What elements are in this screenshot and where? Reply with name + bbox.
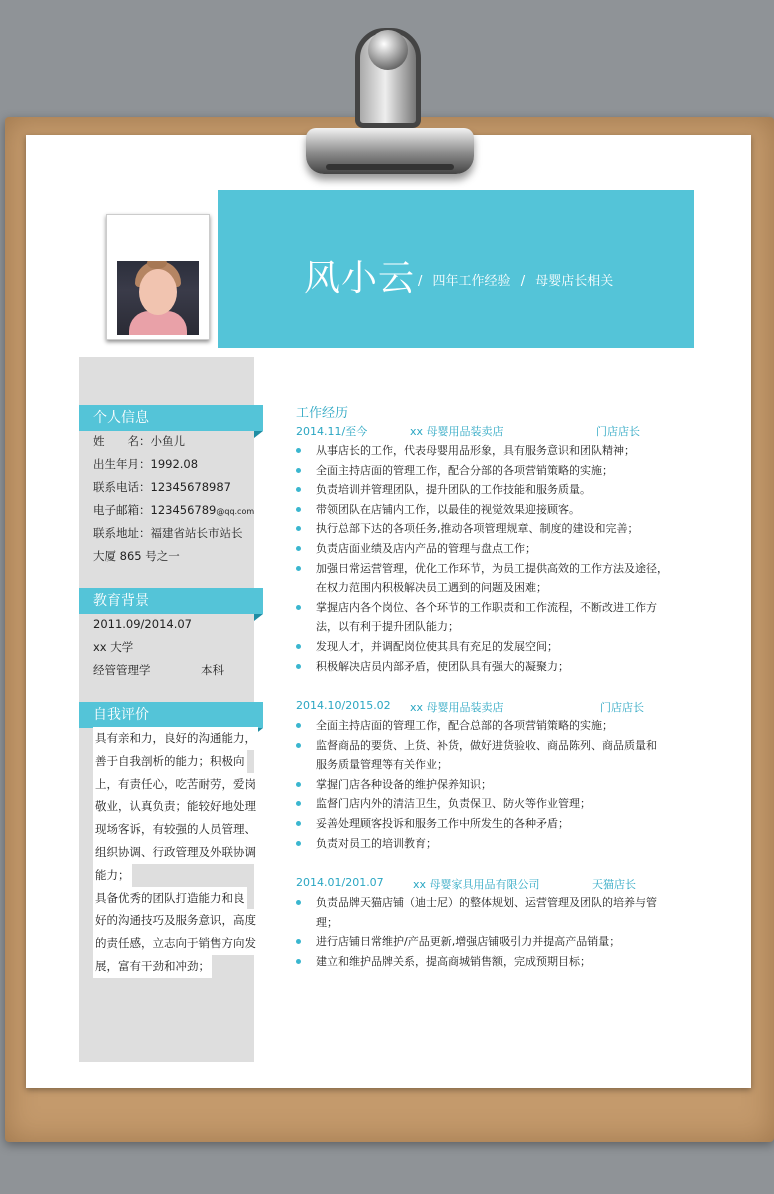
job-bullet-text: 监督商品的要货、上货、补货，做好进货验收、商品陈列、商品质量和 — [316, 738, 657, 752]
info-email-main: 电子邮箱：123456789 — [93, 503, 217, 517]
job-bullet-text: 掌握门店各种设备的维护保养知识； — [316, 777, 492, 791]
job-role: 门店店长 — [596, 425, 640, 438]
job-bullet-continuation — [296, 578, 547, 598]
edu-degree: 本科 — [201, 663, 224, 677]
job-bullet-continuation — [296, 913, 338, 933]
job-bullet — [296, 539, 536, 559]
job-bullet — [296, 598, 657, 618]
self-eval-line: 展，富有干劲和冲劲； — [93, 955, 212, 978]
bullet-dot-icon — [296, 468, 301, 473]
info-address-2: 大厦 865 号之一 — [93, 549, 180, 563]
experience-text: 四年工作经验 — [432, 274, 511, 289]
job-bullet — [296, 893, 657, 913]
education-heading: 教育背景 — [79, 588, 263, 614]
separator-2: / — [520, 274, 526, 289]
job-role: 天猫店长 — [592, 878, 636, 891]
job-bullet-text: 从事店长的工作，代表母婴用品形象，具有服务意识和团队精神； — [316, 444, 635, 457]
job-bullet — [296, 736, 657, 756]
position-text: 母婴店长相关 — [535, 274, 614, 289]
self-eval-heading: 自我评价 — [79, 702, 263, 728]
info-birth: 出生年月：1992.08 — [93, 457, 199, 471]
job-header — [296, 423, 640, 439]
job-period: 2014.11/至今 — [296, 425, 368, 438]
bullet-dot-icon — [296, 546, 301, 551]
bullet-dot-icon — [296, 605, 301, 610]
job-period: 2014.10/2015.02 — [296, 699, 391, 712]
job-bullet — [296, 637, 558, 657]
job-bullet — [296, 461, 613, 481]
job-bullet-text: 建立和维护品牌关系，提高商城销售额，完成预期目标； — [316, 954, 591, 968]
self-eval-line: 敬业，认真负责；能较好地处理 — [93, 795, 258, 818]
job-bullet-text: 法，以有利于提升团队能力； — [316, 620, 459, 634]
job-bullet-text: 在权力范围内积极解决员工遇到的问题及困难； — [316, 581, 547, 595]
job-bullet-text: 积极解决店员内部矛盾，使团队具有强大的凝聚力； — [316, 659, 569, 673]
binder-clip-base — [306, 128, 474, 174]
job-company: xx 母婴家具用品有限公司 — [413, 878, 540, 891]
resume-name: 风小云 — [304, 258, 416, 299]
job-company: xx 母婴用品装卖店 — [410, 425, 504, 438]
job-bullet — [296, 952, 591, 972]
info-name: 姓 名：小鱼儿 — [93, 434, 185, 448]
job-bullet — [296, 559, 668, 579]
job-bullet-text: 服务质量管理等有关作业； — [316, 758, 448, 772]
job-bullet-text: 执行总部下达的各项任务,推动各项管理规章、制度的建设和完善； — [316, 522, 639, 536]
job-bullet — [296, 441, 635, 461]
self-eval-line: 能力； — [93, 864, 132, 887]
job-bullet — [296, 500, 580, 520]
bullet-dot-icon — [296, 664, 301, 669]
bullet-dot-icon — [296, 644, 301, 649]
bullet-dot-icon — [296, 841, 301, 846]
self-eval-line: 组织协调、行政管理及外联协调 — [93, 841, 258, 864]
edu-period: 2011.09/2014.07 — [93, 617, 192, 631]
job-bullet — [296, 657, 569, 677]
job-bullet-text: 负责品牌天猫店铺（迪士尼）的整体规划、运营管理及团队的培养与管 — [316, 896, 657, 909]
separator-1: / — [418, 274, 423, 289]
job-bullet — [296, 834, 437, 854]
job-bullet-text: 负责培训并管理团队，提升团队的工作技能和服务质量。 — [316, 483, 591, 497]
profile-photo — [117, 261, 199, 335]
job-bullet — [296, 775, 492, 795]
personal-info-heading: 个人信息 — [79, 405, 263, 431]
job-period: 2014.01/201.07 — [296, 876, 384, 889]
edu-major: 经管管理学 — [93, 663, 151, 677]
self-eval-line: 上，有责任心，吃苦耐劳，爱岗 — [93, 773, 258, 796]
info-email-suffix: @qq.com — [216, 507, 255, 516]
job-bullet-continuation — [296, 755, 448, 775]
photo-frame — [106, 214, 210, 340]
info-email — [93, 499, 254, 523]
bullet-dot-icon — [296, 782, 301, 787]
job-bullet — [296, 716, 613, 736]
job-role: 门店店长 — [600, 701, 644, 714]
job-header — [296, 876, 636, 891]
job-header — [296, 699, 644, 714]
header-subtitle — [418, 270, 619, 289]
bullet-dot-icon — [296, 821, 301, 826]
job-bullet-continuation — [296, 617, 459, 637]
self-eval-line: 具备优秀的团队打造能力和良 — [93, 887, 247, 910]
job-bullet-text: 进行店铺日常维护/产品更新,增强店铺吸引力并提高产品销量； — [316, 935, 621, 949]
job-bullet — [296, 814, 569, 834]
info-address: 联系地址：福建省站长市站长 — [93, 526, 243, 540]
bullet-dot-icon — [296, 507, 301, 512]
job-bullet — [296, 794, 591, 814]
bullet-dot-icon — [296, 743, 301, 748]
job-bullet — [296, 932, 620, 952]
self-eval-line: 的责任感，立志向于销售方向发 — [93, 932, 258, 955]
job-company: xx 母婴用品装卖店 — [410, 701, 504, 714]
job-bullet-text: 监督门店内外的清洁卫生，负责保卫、防火等作业管理； — [316, 797, 591, 811]
self-eval-line: 具有亲和力，良好的沟通能力， — [93, 727, 258, 750]
job-bullet-text: 全面主持店面的管理工作，配合分部的各项营销策略的实施； — [316, 463, 613, 477]
self-eval-line: 善于自我剖析的能力；积极向 — [93, 750, 247, 773]
header-band — [218, 190, 694, 348]
job-bullet-text: 负责店面业绩及店内产品的管理与盘点工作； — [316, 542, 536, 555]
info-phone: 联系电话：12345678987 — [93, 480, 231, 494]
job-bullet-text: 全面主持店面的管理工作，配合总部的各项营销策略的实施； — [316, 719, 613, 732]
job-bullet-text: 发现人才，并调配岗位使其具有充足的发展空间； — [316, 640, 558, 653]
job-bullet-text: 负责对员工的培训教育； — [316, 836, 437, 850]
work-heading: 工作经历 — [296, 406, 349, 421]
self-eval-line: 好的沟通技巧及服务意识，高度 — [93, 909, 258, 932]
job-bullet — [296, 480, 591, 500]
job-bullet — [296, 519, 639, 539]
bullet-dot-icon — [296, 900, 301, 905]
bullet-dot-icon — [296, 959, 301, 964]
job-bullet-text: 掌握店内各个岗位、各个环节的工作职责和工作流程，不断改进工作方 — [316, 600, 657, 614]
edu-school: xx 大学 — [93, 640, 134, 654]
binder-clip-rivet — [368, 30, 408, 70]
self-eval-line: 现场客诉，有较强的人员管理、 — [93, 818, 258, 841]
job-bullet-text: 妥善处理顾客投诉和服务工作中所发生的各种矛盾； — [316, 817, 569, 830]
job-bullet-text: 加强日常运营管理，优化工作环节，为员工提供高效的工作方法及途径， — [316, 561, 668, 575]
job-bullet-text: 理； — [316, 915, 338, 929]
bullet-dot-icon — [296, 448, 301, 453]
bullet-dot-icon — [296, 566, 301, 571]
job-bullet-text: 带领团队在店铺内工作，以最佳的视觉效果迎接顾客。 — [316, 502, 580, 516]
bullet-dot-icon — [296, 723, 301, 728]
